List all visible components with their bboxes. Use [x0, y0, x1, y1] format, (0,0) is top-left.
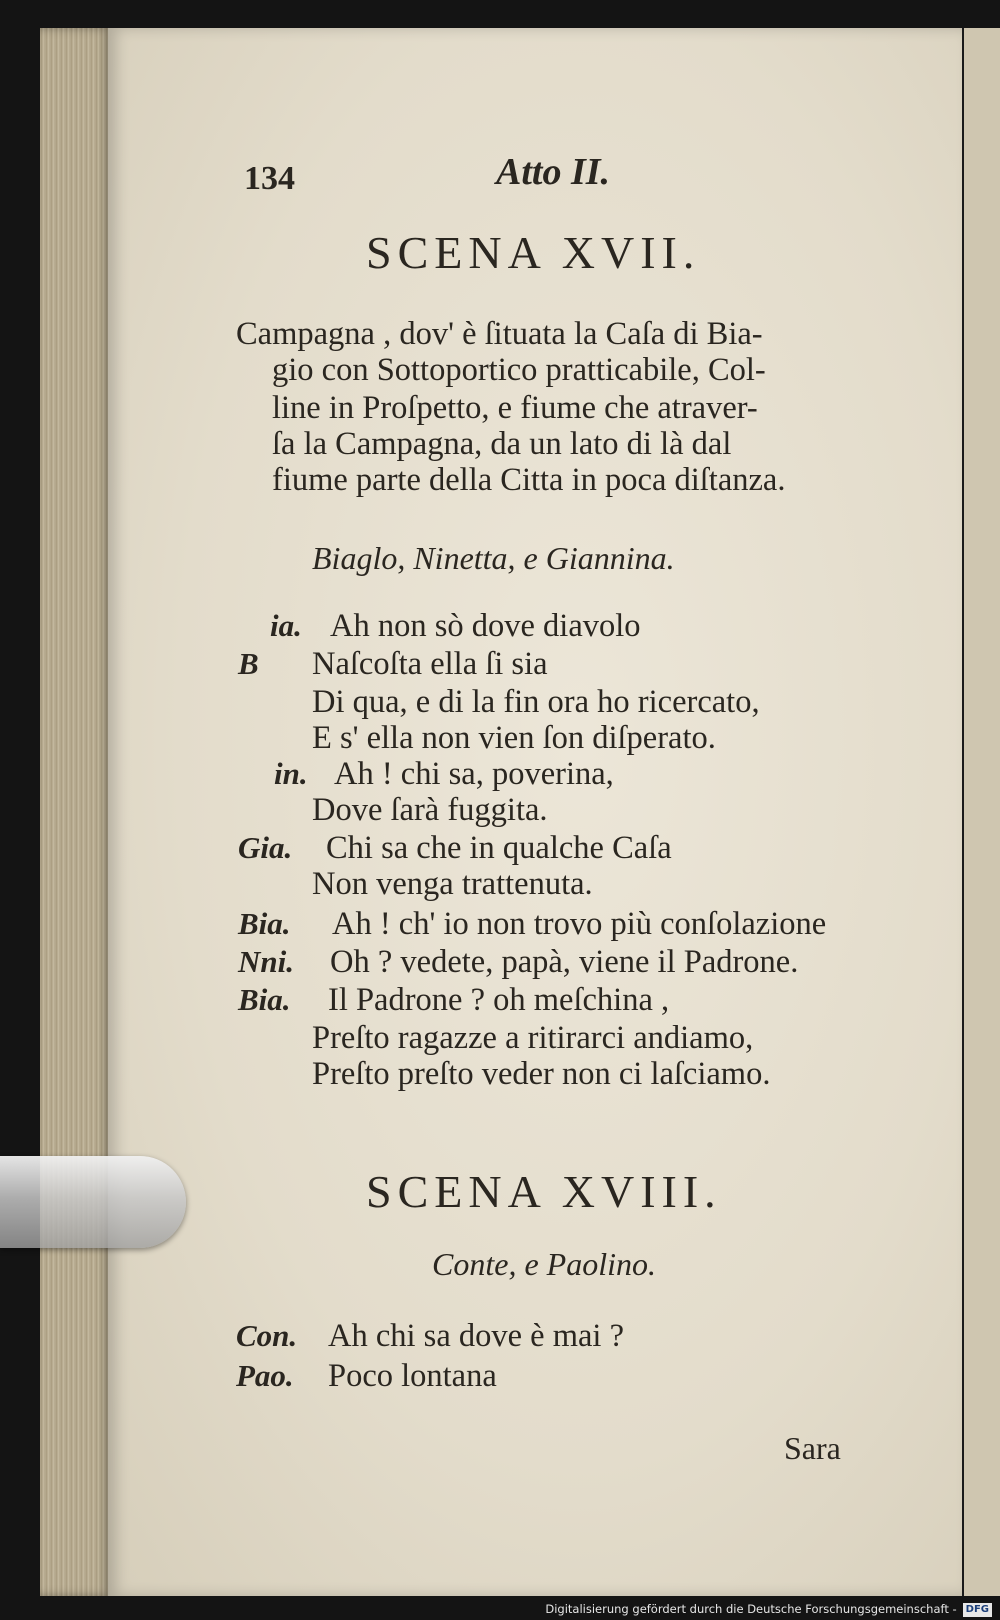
verse-line: Oh ? vedete, papà, viene il Padrone. [330, 944, 799, 980]
speaker-label: ia. [270, 608, 302, 643]
speaker-label: Con. [236, 1318, 298, 1353]
stage-direction-line: gio con Sottoportico pratticabile, Col- [272, 352, 766, 388]
verse-line: Di qua, e di la fin ora ho ricercato, [312, 684, 760, 720]
speaker-label: Nni. [238, 944, 294, 979]
catchword: Sara [784, 1430, 841, 1466]
verse-line: Non venga trattenuta. [312, 866, 593, 902]
dfg-logo: DFG [963, 1603, 992, 1617]
verse-line: Dove ſarà fuggita. [312, 792, 548, 828]
verse-line: Poco lontana [328, 1358, 497, 1394]
speaker-label: B [238, 646, 259, 681]
speaker-label: Bia. [238, 982, 291, 1017]
stage-direction-line: ſa la Campagna, da un lato di là dal [272, 426, 732, 462]
verse-line: Naſcoſta ella ſi sia [312, 646, 548, 682]
stage-direction-line: fiume parte della Citta in poca diſtanza. [272, 462, 786, 498]
footer-bar [0, 1598, 1000, 1620]
page-clip [0, 1156, 186, 1248]
verse-line: Ah non sò dove diavolo [330, 608, 641, 644]
verse-line: E s' ella non vien ſon diſperato. [312, 720, 716, 756]
cast-list: Conte, e Paolino. [432, 1246, 656, 1282]
running-head: Atto II. [496, 151, 611, 193]
book-edge [40, 28, 112, 1596]
speaker-label: Gia. [238, 830, 293, 865]
next-page-edge [962, 28, 1000, 1596]
verse-line: Ah chi sa dove è mai ? [328, 1318, 625, 1354]
scene-title: SCENA XVII. [366, 227, 701, 278]
stage-direction-line: line in Proſpetto, e fiume che atraver- [272, 390, 758, 426]
scene-title: SCENA XVIII. [366, 1166, 722, 1217]
cast-list: Biaglo, Ninetta, e Giannina. [312, 540, 675, 576]
speaker-label: Bia. [238, 906, 291, 941]
stage-direction-line: Campagna , dov' è ſituata la Caſa di Bia- [236, 316, 763, 352]
page-number: 134 [244, 160, 295, 197]
verse-line: Ah ! chi sa, poverina, [334, 756, 614, 792]
funding-notice: Digitalisierung gefördert durch die Deutsche Forschungsgemeinschaft - [545, 1602, 957, 1616]
verse-line: Chi sa che in qualche Caſa [326, 830, 672, 866]
verse-line: Ah ! ch' io non trovo più conſolazione [332, 906, 827, 942]
verse-line: Preſto ragazze a ritirarci andiamo, [312, 1020, 754, 1056]
speaker-label: Pao. [236, 1358, 294, 1393]
verse-line: Il Padrone ? oh meſchina , [328, 982, 670, 1018]
speaker-label: in. [274, 756, 308, 791]
verse-line: Preſto preſto veder non ci laſciamo. [312, 1056, 771, 1092]
